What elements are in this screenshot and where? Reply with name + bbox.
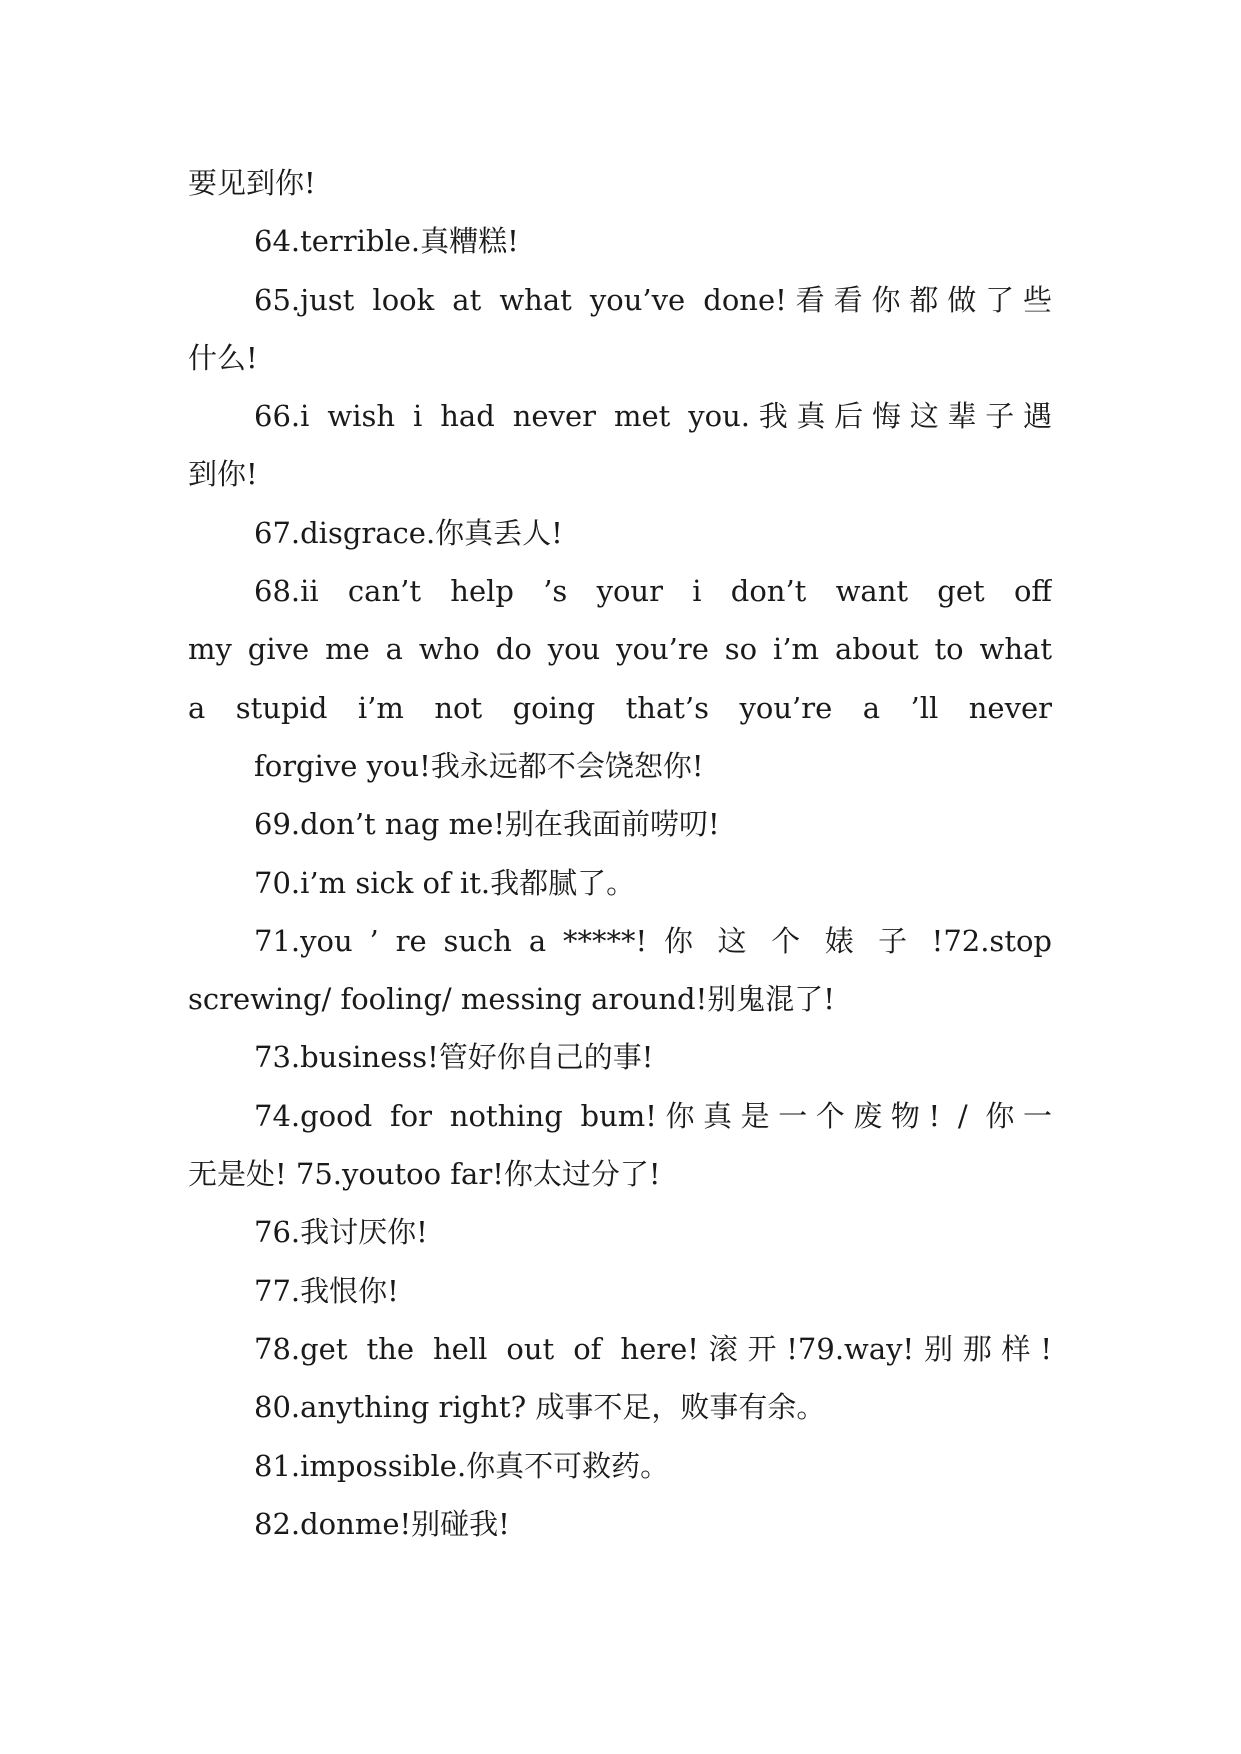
text-line: 82.donme!别碰我!	[254, 1506, 510, 1541]
text-line: 74.good for nothing bum!你真是一个废物! / 你一	[254, 1098, 1052, 1133]
text-line: 66.i wish i had never met you.我真后悔这辈子遇	[254, 399, 1052, 434]
text-line: 77.我恨你!	[254, 1273, 399, 1308]
text-line: a stupid i’m not going that’s you’re a ’ll never	[188, 690, 1052, 725]
document-body	[188, 154, 1052, 1553]
text-line: 64.terrible.真糟糕!	[254, 224, 519, 259]
text-line: 69.don’t nag me!别在我面前唠叨!	[254, 807, 720, 842]
text-line: 68.ii can’t help ’s your i don’t want get off	[254, 574, 1052, 609]
text-line: 无是处! 75.youtoo far!你太过分了!	[188, 1157, 661, 1192]
text-line: 65.just look at what you’ve done!看看你都做了些	[254, 282, 1052, 317]
text-line: 到你!	[188, 457, 258, 492]
text-line: screwing/ fooling/ messing around!别鬼混了!	[188, 982, 835, 1017]
text-line: 78.get the hell out of here!滚开!79.way!别那样!	[254, 1331, 1052, 1366]
text-line: 81.impossible.你真不可救药。	[254, 1448, 670, 1483]
text-line: 70.i’m sick of it.我都腻了。	[254, 865, 636, 900]
text-line: 76.我讨厌你!	[254, 1215, 428, 1250]
text-line: 80.anything right? 成事不足，败事有余。	[254, 1390, 826, 1425]
text-line: 71.you ’ re such a *****! 你 这 个 婊 子 !72.stop	[254, 923, 1052, 958]
text-line: 要见到你!	[188, 166, 316, 200]
text-line: 73.business!管好你自己的事!	[254, 1040, 654, 1075]
text-line: 67.disgrace.你真丢人!	[254, 515, 563, 550]
text-line: 什么!	[188, 340, 258, 375]
text-line: forgive you!我永远都不会饶恕你!	[254, 748, 704, 783]
text-line: my give me a who do you you’re so i’m about to what	[188, 632, 1052, 667]
